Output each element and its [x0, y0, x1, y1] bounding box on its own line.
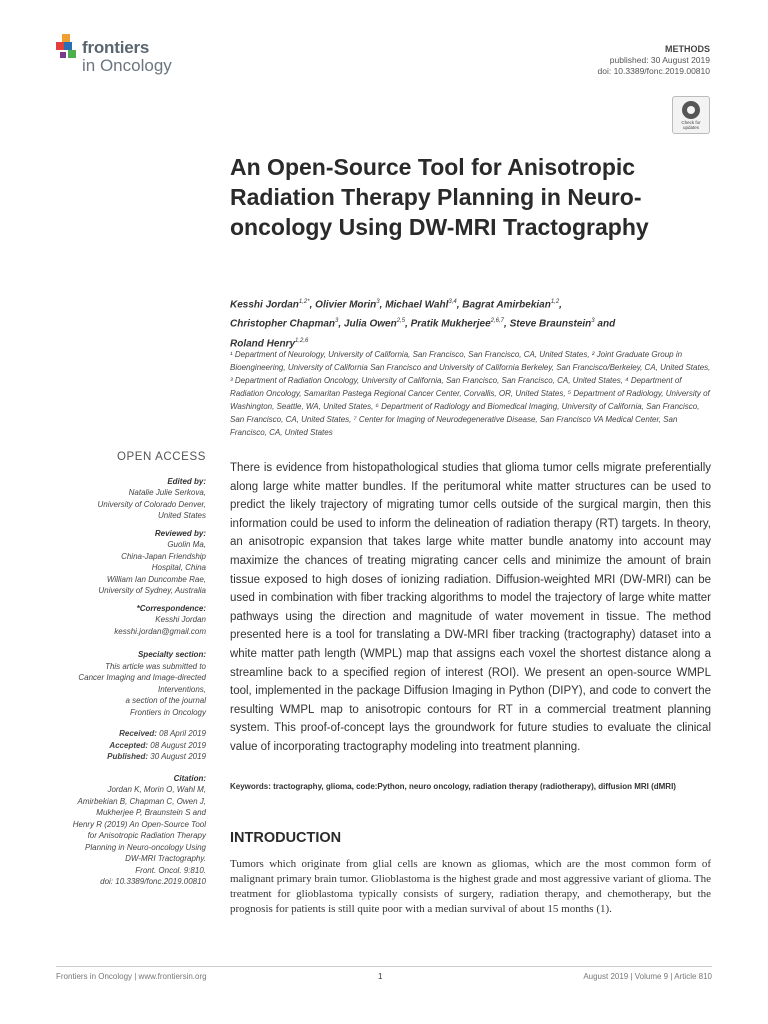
- sidebar-line: Interventions,: [157, 684, 206, 694]
- sidebar-line: Front. Oncol. 9:810.: [135, 865, 206, 875]
- sidebar-line: Kesshi Jordan: [155, 615, 206, 624]
- specialty-heading: Specialty section:: [137, 650, 206, 659]
- sidebar-line: Amirbekian B, Chapman C, Owen J,: [77, 796, 206, 806]
- introduction-text: Tumors which originate from glial cells are known as gliomas, which are the most common form of malignant primary brain tumor. Glioblastoma is the highest grade and most aggressive variant of glioma. The treatment for glioblastoma typically consists of surgery, radiation therapy, and chemotherapy, but the prognosis for patients is still quite poor with a median survival of about 15 months (1).: [230, 858, 711, 915]
- author-affiliation-marker: 3,4: [448, 299, 457, 305]
- check-updates-icon: [682, 101, 700, 119]
- sidebar-line: Cancer Imaging and Image-directed: [78, 673, 206, 682]
- author-name[interactable]: Michael Wahl: [385, 299, 449, 311]
- logo-text-frontiers: frontiers: [82, 38, 150, 57]
- author-affiliation-marker: 1,2*: [298, 299, 310, 305]
- author-affiliation-marker: 3: [591, 318, 595, 325]
- edited-by-list: [56, 487, 206, 522]
- sidebar-line: Natalie Julie Serkova,: [128, 488, 206, 497]
- author-name[interactable]: Olivier Morin: [315, 299, 377, 311]
- footer-journal-link[interactable]: Frontiers in Oncology | www.frontiersin.org: [56, 972, 207, 981]
- logo-text-journal: in Oncology: [82, 56, 172, 75]
- correspondence-list[interactable]: [56, 614, 206, 637]
- sidebar-line: Planning in Neuro-oncology Using: [85, 842, 206, 852]
- sidebar-line: Guolin Ma,: [167, 540, 206, 549]
- published-label: Published:: [107, 752, 149, 761]
- author-name[interactable]: Pratik Mukherjee: [410, 318, 491, 330]
- sidebar-line: China-Japan Friendship: [121, 551, 206, 561]
- citation-heading: Citation:: [173, 773, 206, 783]
- page-number: 1: [378, 972, 383, 981]
- reviewed-by-list: [56, 539, 206, 597]
- affiliations: ¹ Department of Neurology, University of California, San Francisco, San Francisco, CA, United States, ² Joint Graduate Group in Bioengineering, University of California San Francisco and University of California Berkeley, San Francisco/Berkeley, CA, United States, ³ Department of Radiation Oncology, University of California, San Francisco, San Francisco, CA, United States, ⁴ Department of Radiation Oncology, Samaritan Pastega Regional Cancer Center, Corvallis, OR, United States, ⁵ Department of Radiology, University of Washington, Seattle, WA, United States, ⁶ Department of Radiology and Biomedical Imaging, University of California, San Francisco, San Francisco, CA, United States, ⁷ Center for Imaging of Neurodegenerative Disease, San Francisco VA Medical Center, San Francisco, CA, United States: [230, 350, 711, 437]
- citation-list: [56, 784, 206, 888]
- edited-by-heading: Edited by:: [167, 476, 206, 486]
- check-for-updates-button[interactable]: [672, 96, 710, 134]
- reviewed-by-heading: Reviewed by:: [154, 528, 206, 538]
- section-heading-introduction: INTRODUCTION: [230, 830, 342, 846]
- accepted-date: 08 August 2019: [150, 740, 206, 750]
- article-title: An Open-Source Tool for Anisotropic Radiation Therapy Planning in Neuro-oncology Using DW-MRI Tractography: [230, 154, 649, 240]
- article-sidebar: [56, 452, 206, 888]
- sidebar-line: kesshi.jordan@gmail.com: [114, 626, 206, 636]
- footer-issue-info: August 2019 | Volume 9 | Article 810: [583, 972, 712, 981]
- author-affiliation-marker: 1,2: [550, 299, 560, 305]
- author-name[interactable]: Steve Braunstein: [509, 318, 592, 330]
- author-affiliation-marker: 1,2,6: [295, 337, 309, 344]
- received-date: 08 April 2019: [159, 729, 206, 738]
- sidebar-line: for Anisotropic Radiation Therapy: [87, 831, 206, 840]
- received-label: Received:: [119, 729, 157, 738]
- sidebar-line: DW-MRI Tractography.: [125, 854, 206, 863]
- sidebar-line: Henry R (2019) An Open-Source Tool: [72, 819, 206, 829]
- author-name[interactable]: Roland Henry: [230, 337, 296, 349]
- sidebar-line: Hospital, China: [151, 563, 206, 572]
- sidebar-line: William Ian Duncombe Rae,: [106, 574, 206, 584]
- open-access-label: OPEN ACCESS: [116, 451, 206, 463]
- author-name[interactable]: Bagrat Amirbekian: [462, 299, 551, 311]
- abstract: There is evidence from histopathological studies that glioma tumor cells migrate preferentially along large white matter bundles. If the peritumoral white matter structures can be used to predict the likely trajectory of migrating tumor cells outside of the surgical margin, then this information could be used to inform the delineation of radiation therapy (RT) targets. In theory, an anisotropic expansion that takes large white matter bundle anatomy into account may maximize the chances of treating migrating cancer cells and minimize the amount of brain tissue exposed to high doses of ionizing radiation. Diffusion-weighted MRI (DW-MRI) can be used in combination with fiber tracking algorithms to model the trajectory of large white matter pathways using the direction and magnitude of water movement in tissue. The method presented here is a tool for translating a DW-MRI fiber tracking (tractography) dataset into a white matter path length (WMPL) map that assigns each voxel the shortest distance along a streamline back to a specified region of interest (ROI). We present an open-source WMPL tool, implemented in the package Diffusion Imaging in Python (DIPY), and code to convert the resulting WMPL map to anisotropic contours for RT in a commercial treatment planning system. This proof-of-concept lays the groundwork for future studies to evaluate the clinical value of incorporating tractography modeling into treatment planning.: [230, 462, 711, 753]
- author-affiliation-marker: 3: [376, 299, 380, 305]
- published-date: published: 30 August 2019: [609, 55, 710, 65]
- check-updates-label: Check for updates: [681, 120, 701, 130]
- sidebar-line: Mukherjee P, Braunstein S and: [96, 808, 206, 817]
- author-name[interactable]: Christopher Chapman: [230, 318, 336, 330]
- sidebar-line: University of Sydney, Australia: [98, 586, 206, 595]
- sidebar-line: United States: [157, 511, 206, 520]
- accepted-label: Accepted:: [109, 740, 149, 750]
- sidebar-line: University of Colorado Denver,: [97, 499, 206, 509]
- sidebar-line: Frontiers in Oncology: [129, 707, 206, 717]
- sidebar-line: a section of the journal: [125, 696, 206, 705]
- journal-logo[interactable]: [56, 34, 196, 80]
- specialty-list: [56, 661, 206, 719]
- author-name[interactable]: Julia Owen: [343, 318, 397, 330]
- sidebar-line: Jordan K, Morin O, Wahl M,: [107, 785, 206, 794]
- article-dates: [56, 728, 206, 763]
- sidebar-line: This article was submitted to: [105, 661, 206, 671]
- author-affiliation-marker: 2,6,7: [490, 318, 505, 325]
- frontiers-logo-icon: [56, 34, 80, 62]
- author-affiliation-marker: 3: [335, 318, 339, 325]
- correspondence-heading: *Correspondence:: [136, 603, 206, 613]
- article-meta-header: [598, 44, 711, 77]
- footer-divider: [56, 966, 712, 967]
- author-affiliation-marker: 2,5: [396, 318, 406, 325]
- keywords: Keywords: tractography, glioma, code:Python, neuro oncology, radiation therapy (radiotherapy), diffusion MRI (dMRI): [230, 782, 676, 791]
- author-list: Kesshi Jordan$^{1,2*}$, Olivier Morin$^3$, Michael Wahl$^{3,4}$, Bagrat Amirbekian$^{1,2}$, Christopher Chapman$^3$, Julia Owen$^{2,5}$, Pratik Mukherjee$^{2,6,7}$, Steve Braunstein$^3$ and Roland Henry$^{1,2,6}$: [230, 299, 616, 349]
- doi-link[interactable]: doi: 10.3389/fonc.2019.00810: [597, 66, 710, 76]
- published-date-side: 30 August 2019: [150, 752, 206, 761]
- sidebar-line: doi: 10.3389/fonc.2019.00810: [100, 877, 206, 886]
- author-name[interactable]: Kesshi Jordan: [230, 299, 299, 311]
- article-type: METHODS: [665, 44, 710, 54]
